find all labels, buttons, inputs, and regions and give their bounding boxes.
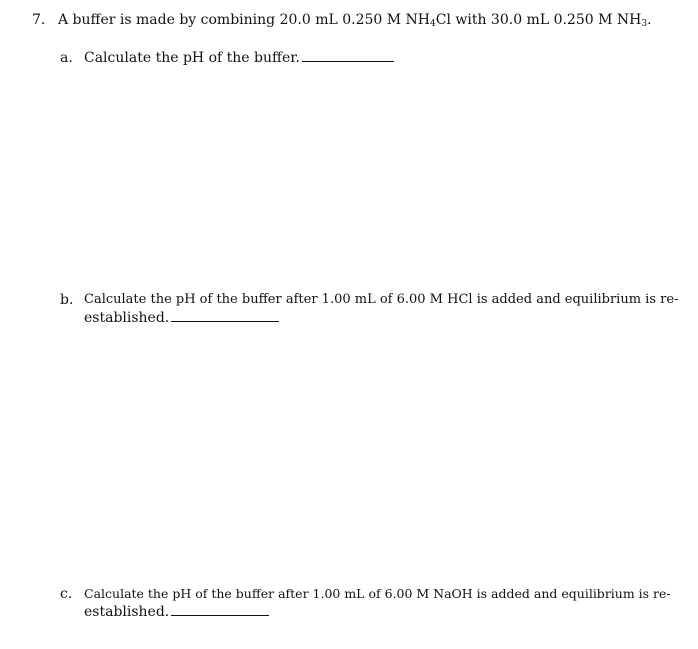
part-a-text: Calculate the pH of the buffer. bbox=[84, 50, 300, 66]
part-b-question-line2 bbox=[84, 309, 279, 327]
part-c-letter: c. bbox=[60, 586, 73, 602]
part-c-question-line1: Calculate the pH of the buffer after 1.00 mL of 6.00 M NaOH is added and equilibrium is re- bbox=[84, 586, 671, 601]
part-a-answer-blank[interactable] bbox=[302, 60, 394, 62]
question-stem bbox=[58, 11, 652, 29]
part-a-question bbox=[84, 49, 394, 67]
question-number: 7. bbox=[32, 12, 46, 28]
part-b-text-line2: established. bbox=[84, 310, 170, 326]
question-stem-text-2: Cl with 30.0 mL 0.250 M NH bbox=[435, 12, 642, 28]
part-b-answer-blank[interactable] bbox=[171, 320, 279, 322]
part-b-letter: b. bbox=[60, 292, 74, 308]
question-stem-text-1: A buffer is made by combining 20.0 mL 0.250 M NH bbox=[58, 12, 430, 28]
part-b-question-line1: Calculate the pH of the buffer after 1.00 mL of 6.00 M HCl is added and equilibrium is re- bbox=[84, 292, 679, 307]
question-stem-text-3: . bbox=[647, 12, 652, 28]
part-c-question-line2 bbox=[84, 603, 269, 621]
subscript-3: 3 bbox=[641, 19, 648, 29]
part-c-text-line2: established. bbox=[84, 604, 170, 620]
part-c-answer-blank[interactable] bbox=[171, 614, 269, 616]
part-a-letter: a. bbox=[60, 50, 73, 66]
subscript-4: 4 bbox=[430, 19, 436, 29]
